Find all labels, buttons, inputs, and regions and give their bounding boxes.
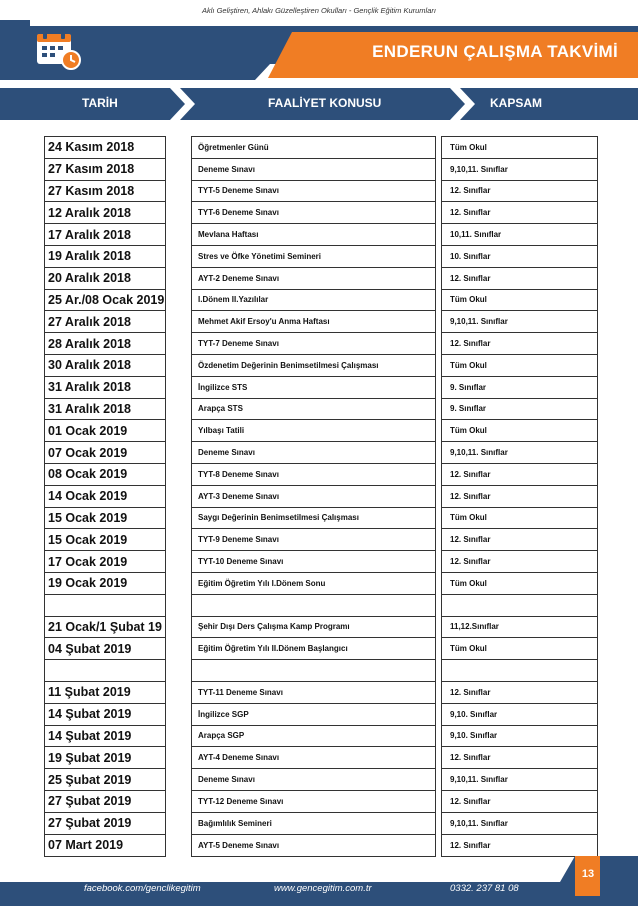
table-cell-date: 04 Şubat 2019 (45, 638, 165, 660)
table-cell-activity (192, 660, 435, 682)
date-column (44, 136, 166, 857)
table-cell-activity: I.Dönem II.Yazılılar (192, 290, 435, 312)
table-cell-date: 07 Mart 2019 (48, 838, 124, 853)
table-cell-scope: 9,10. Sınıflar (442, 704, 597, 726)
table-cell-activity: Stres ve Öfke Yönetimi Semineri (192, 246, 435, 268)
table-cell-date (45, 660, 165, 682)
table-cell-scope: Tüm Okul (442, 573, 597, 595)
table-cell-activity: Deneme Sınavı (192, 159, 435, 181)
table-cell-date: 27 Şubat 2019 (45, 791, 165, 813)
table-cell-date: 19 Ocak 2019 (45, 573, 165, 595)
footer (0, 856, 638, 906)
page-title: ENDERUN ÇALIŞMA TAKVİMİ (372, 42, 618, 61)
table-cell-activity: İngilizce SGP (192, 704, 435, 726)
table-cell-scope: Tüm Okul (442, 638, 597, 660)
table-cell-date: 17 Ocak 2019 (45, 551, 165, 573)
table-cell-date: 12 Aralık 2018 (45, 202, 165, 224)
header-date: TARİH (82, 96, 118, 110)
table-cell-date: 27 Kasım 2018 (45, 181, 165, 203)
table-cell-activity: Deneme Sınavı (192, 442, 435, 464)
table-cell-date: 25 Ar./08 Ocak 2019 (45, 290, 165, 312)
table-cell-date: 30 Aralık 2018 (45, 355, 165, 377)
table-cell-activity: Öğretmenler Günü (192, 137, 435, 159)
table-cell-scope: 12. Sınıflar (442, 529, 597, 551)
table-cell-scope: 11,12.Sınıflar (442, 617, 597, 639)
tagline: Aklı Geliştiren, Ahlakı Güzelleştiren Okulları - Gençlik Eğitim Kurumları (202, 6, 436, 15)
table-cell-scope: Tüm Okul (442, 420, 597, 442)
table-cell-activity: TYT-12 Deneme Sınavı (192, 791, 435, 813)
table-cell-activity (192, 595, 435, 617)
table-cell-activity: Bağımlılık Semineri (192, 813, 435, 835)
table-cell-activity: Deneme Sınavı (192, 769, 435, 791)
table-cell-date: 08 Ocak 2019 (45, 464, 165, 486)
table-cell-activity: Yılbaşı Tatili (192, 420, 435, 442)
table-cell-scope: Tüm Okul (442, 137, 597, 159)
table-cell-date: 27 Şubat 2019 (45, 813, 165, 835)
table-cell-date: 31 Aralık 2018 (45, 399, 165, 421)
table-cell-scope: 9. Sınıflar (442, 377, 597, 399)
table-cell-activity: Mevlana Haftası (192, 224, 435, 246)
table-cell-activity: TYT-10 Deneme Sınavı (192, 551, 435, 573)
table-cell-activity: TYT-8 Deneme Sınavı (192, 464, 435, 486)
table-cell-scope: 12. Sınıflar (442, 181, 597, 203)
table-cell-activity: TYT-7 Deneme Sınavı (192, 333, 435, 355)
table-cell-scope: 12. Sınıflar (442, 268, 597, 290)
table-cell-date: 21 Ocak/1 Şubat 19 (45, 617, 165, 639)
table-cell-date: 17 Aralık 2018 (45, 224, 165, 246)
table-cell-activity: AYT-4 Deneme Sınavı (192, 747, 435, 769)
table-cell-scope: Tüm Okul (442, 290, 597, 312)
activity-column (191, 136, 436, 857)
table-cell-scope: 12. Sınıflar (442, 551, 597, 573)
header-activity: FAALİYET KONUSU (268, 96, 382, 110)
footer-phone: 0332. 237 81 08 (450, 883, 519, 894)
table-cell-scope: 12. Sınıflar (450, 840, 491, 850)
table-cell-scope: 12. Sınıflar (442, 464, 597, 486)
table-cell-scope: Tüm Okul (442, 508, 597, 530)
table-cell-activity: Şehir Dışı Ders Çalışma Kamp Programı (192, 617, 435, 639)
table-cell-scope: 12. Sınıflar (442, 791, 597, 813)
table-cell-date: 15 Ocak 2019 (45, 529, 165, 551)
table-cell-scope: 12. Sınıflar (442, 682, 597, 704)
table-cell-date: 14 Şubat 2019 (45, 704, 165, 726)
table-cell-date: 19 Şubat 2019 (45, 747, 165, 769)
table-cell-activity: AYT-3 Deneme Sınavı (192, 486, 435, 508)
table-cell-date: 14 Şubat 2019 (45, 726, 165, 748)
table-cell-scope: Tüm Okul (442, 355, 597, 377)
table-cell-date: 01 Ocak 2019 (45, 420, 165, 442)
table-cell-date: 14 Ocak 2019 (45, 486, 165, 508)
table-cell-scope: 9,10,11. Sınıflar (442, 813, 597, 835)
calendar-clock-icon (33, 28, 83, 72)
table-cell-scope: 9,10,11. Sınıflar (442, 442, 597, 464)
table-cell-date: 20 Aralık 2018 (45, 268, 165, 290)
table-cell-scope (442, 660, 597, 682)
table-cell-activity: TYT-11 Deneme Sınavı (192, 682, 435, 704)
table-cell-date: 27 Kasım 2018 (45, 159, 165, 181)
table-cell-scope: 10. Sınıflar (442, 246, 597, 268)
table-cell-activity: Eğitim Öğretim Yılı II.Dönem Başlangıcı (192, 638, 435, 660)
table-cell-scope: 9,10,11. Sınıflar (442, 159, 597, 181)
table-cell-activity: Özdenetim Değerinin Benimsetilmesi Çalışması (192, 355, 435, 377)
table-cell-activity: AYT-5 Deneme Sınavı (198, 840, 280, 850)
table-cell-activity: Arapça STS (192, 399, 435, 421)
table-cell-date: 11 Şubat 2019 (45, 682, 165, 704)
footer-website[interactable]: www.gencegitim.com.tr (274, 883, 372, 894)
table-cell-scope: 12. Sınıflar (442, 333, 597, 355)
table-cell-scope: 10,11. Sınıflar (442, 224, 597, 246)
table-cell-scope: 12. Sınıflar (442, 486, 597, 508)
header-scope: KAPSAM (490, 96, 543, 110)
table-cell-date: 25 Şubat 2019 (45, 769, 165, 791)
table-cell-scope: 9. Sınıflar (442, 399, 597, 421)
table-cell-scope: 9,10,11. Sınıflar (442, 311, 597, 333)
table-cell-activity: TYT-9 Deneme Sınavı (192, 529, 435, 551)
table-cell-date: 07 Ocak 2019 (45, 442, 165, 464)
table-cell-activity: AYT-2 Deneme Sınavı (192, 268, 435, 290)
table-cell-scope (442, 595, 597, 617)
footer-facebook[interactable]: facebook.com/genclikegitim (84, 883, 201, 894)
table-cell-date: 31 Aralık 2018 (45, 377, 165, 399)
table-cell-scope: 12. Sınıflar (442, 747, 597, 769)
table-cell-date: 19 Aralık 2018 (45, 246, 165, 268)
table-cell-activity: Mehmet Akif Ersoy'u Anma Haftası (192, 311, 435, 333)
table-cell-scope: 12. Sınıflar (442, 202, 597, 224)
page-number: 13 (581, 868, 595, 880)
table-cell-activity: Eğitim Öğretim Yılı I.Dönem Sonu (192, 573, 435, 595)
scope-column (441, 136, 598, 857)
table-cell-activity: TYT-6 Deneme Sınavı (192, 202, 435, 224)
table-cell-activity: TYT-5 Deneme Sınavı (192, 181, 435, 203)
table-cell-activity: Arapça SGP (192, 726, 435, 748)
table-cell-scope: 9,10,11. Sınıflar (442, 769, 597, 791)
table-cell-date: 27 Aralık 2018 (45, 311, 165, 333)
table-cell-date (45, 595, 165, 617)
table-cell-date: 24 Kasım 2018 (45, 137, 165, 159)
table-cell-date: 15 Ocak 2019 (45, 508, 165, 530)
table-cell-scope: 9,10. Sınıflar (442, 726, 597, 748)
table-cell-activity: İngilizce STS (192, 377, 435, 399)
table-cell-date: 28 Aralık 2018 (45, 333, 165, 355)
table-cell-activity: Saygı Değerinin Benimsetilmesi Çalışması (192, 508, 435, 530)
